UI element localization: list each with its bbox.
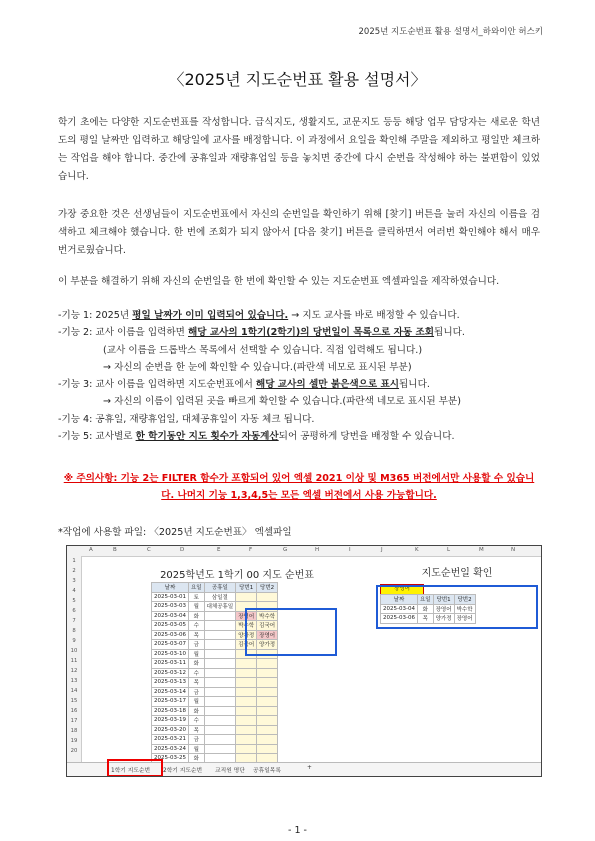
row-header[interactable]: 15 bbox=[70, 698, 78, 704]
table-cell[interactable]: 2025-03-11 bbox=[152, 659, 189, 669]
table-cell[interactable]: 양가정 bbox=[236, 630, 257, 640]
table-cell[interactable] bbox=[204, 678, 236, 688]
row-header[interactable]: 4 bbox=[72, 588, 76, 594]
lookup-cell[interactable]: 박수학 bbox=[454, 604, 475, 614]
table-cell[interactable] bbox=[236, 687, 257, 697]
row-header[interactable]: 2 bbox=[72, 568, 76, 574]
lookup-cell[interactable]: 양가정 bbox=[433, 614, 454, 624]
table-cell[interactable] bbox=[204, 611, 236, 621]
lookup-header-cell: 당번2 bbox=[454, 595, 475, 605]
table-cell[interactable]: 화 bbox=[188, 706, 204, 716]
table-cell[interactable]: 2025-03-25 bbox=[152, 754, 189, 764]
table-cell[interactable]: 2025-03-10 bbox=[152, 649, 189, 659]
page-title: 〈2025년 지도순번표 활용 설명서〉 bbox=[168, 70, 427, 89]
row-header[interactable]: 8 bbox=[72, 628, 76, 634]
column-header[interactable]: G bbox=[283, 547, 288, 553]
column-header[interactable]: K bbox=[415, 547, 419, 553]
row-header[interactable]: 17 bbox=[70, 718, 78, 724]
table-cell[interactable]: 장영어 bbox=[257, 630, 278, 640]
table-cell[interactable] bbox=[236, 592, 257, 602]
table-cell[interactable]: 월 bbox=[188, 649, 204, 659]
warning-note: ※ 주의사항: 기능 2는 FILTER 함수가 포함되어 있어 엑셀 2021 이상 및 M365 버전에서만 사용할 수 있습니다. 나머지 기능 1,3,4,5는 모든 엑셀 버전에서 사용 가능합니다. bbox=[63, 473, 535, 501]
teacher-name-select[interactable]: 장영어 bbox=[380, 584, 424, 595]
table-cell[interactable] bbox=[236, 716, 257, 726]
row-header[interactable]: 5 bbox=[72, 598, 76, 604]
feature-2-emphasis: 해당 교사의 1학기(2학기)의 당번일이 목록으로 자동 조회 bbox=[188, 327, 435, 339]
column-header[interactable]: L bbox=[447, 547, 451, 553]
table-cell[interactable]: 2025-03-13 bbox=[152, 678, 189, 688]
table-cell[interactable]: 장영어 bbox=[236, 611, 257, 621]
table-cell[interactable]: 2025-03-21 bbox=[152, 735, 189, 745]
table-cell[interactable]: 금 bbox=[188, 640, 204, 650]
table-cell[interactable] bbox=[204, 630, 236, 640]
table-cell[interactable] bbox=[204, 649, 236, 659]
table-cell[interactable] bbox=[204, 687, 236, 697]
table-cell[interactable] bbox=[236, 735, 257, 745]
table-cell[interactable] bbox=[257, 668, 278, 678]
column-header[interactable]: E bbox=[217, 547, 221, 553]
feature-1-rest: → 지도 교사를 바로 배정할 수 있습니다. bbox=[288, 310, 460, 321]
table-header-cell[interactable]: 당번1 bbox=[236, 583, 257, 593]
table-cell[interactable] bbox=[204, 735, 236, 745]
feature-list bbox=[58, 307, 548, 445]
table-row bbox=[152, 706, 278, 716]
feature-3-text: -기능 3: 교사 이름을 입력하면 지도순번표에서 bbox=[58, 379, 256, 391]
row-header[interactable]: 19 bbox=[70, 738, 78, 744]
lookup-cell[interactable]: 장영어 bbox=[454, 614, 475, 624]
column-header[interactable]: I bbox=[349, 547, 351, 553]
add-sheet-button[interactable]: + bbox=[307, 765, 312, 771]
row-header[interactable]: 11 bbox=[70, 658, 78, 664]
table-cell[interactable] bbox=[257, 744, 278, 754]
table-cell[interactable]: 토 bbox=[188, 592, 204, 602]
row-header[interactable]: 20 bbox=[70, 748, 78, 754]
table-cell[interactable]: 2025-03-01 bbox=[152, 592, 189, 602]
column-header[interactable]: B bbox=[113, 547, 117, 553]
table-cell[interactable]: 수 bbox=[188, 621, 204, 631]
table-cell[interactable]: 목 bbox=[188, 678, 204, 688]
feature-3-emphasis: 해당 교사의 셀만 붉은색으로 표시 bbox=[255, 379, 400, 391]
table-cell[interactable] bbox=[257, 678, 278, 688]
table-row bbox=[152, 744, 278, 754]
table-cell[interactable]: 목 bbox=[188, 630, 204, 640]
feature-5-rest: 되어 공평하게 당번을 배정할 수 있습니다. bbox=[278, 431, 455, 443]
table-header-row bbox=[152, 583, 278, 593]
lookup-cell[interactable]: 화 bbox=[417, 604, 433, 614]
table-cell[interactable]: 박수학 bbox=[236, 621, 257, 631]
table-cell[interactable]: 금 bbox=[188, 687, 204, 697]
lookup-cell[interactable]: 장영어 bbox=[433, 604, 454, 614]
lookup-title: 지도순번일 확인 bbox=[421, 568, 493, 579]
file-caption: *작업에 사용할 파일: 〈2025년 지도순번표〉 엑셀파일 bbox=[58, 527, 292, 538]
table-cell[interactable] bbox=[204, 725, 236, 735]
table-cell[interactable]: 박수학 bbox=[257, 611, 278, 621]
column-header[interactable]: A bbox=[89, 547, 93, 553]
table-cell[interactable] bbox=[236, 697, 257, 707]
table-cell[interactable] bbox=[257, 735, 278, 745]
feature-5-text: -기능 5: 교사별로 bbox=[58, 431, 136, 443]
row-header[interactable]: 3 bbox=[72, 578, 76, 584]
row-header[interactable]: 14 bbox=[70, 688, 78, 694]
feature-5 bbox=[58, 428, 548, 445]
table-cell[interactable]: 2025-03-06 bbox=[152, 630, 189, 640]
table-cell[interactable] bbox=[236, 668, 257, 678]
row-header[interactable]: 16 bbox=[70, 708, 78, 714]
table-cell[interactable] bbox=[204, 659, 236, 669]
table-cell[interactable]: 2025-03-14 bbox=[152, 687, 189, 697]
table-cell[interactable]: 2025-03-19 bbox=[152, 716, 189, 726]
running-header: 2025년 지도순번표 활용 설명서_하와이안 허스키 bbox=[358, 27, 543, 37]
table-cell[interactable]: 2025-03-05 bbox=[152, 621, 189, 631]
row-header[interactable]: 1 bbox=[72, 558, 76, 564]
feature-2-text: -기능 2: 교사 이름을 입력하면 bbox=[58, 327, 188, 339]
column-header[interactable]: F bbox=[249, 547, 253, 553]
table-row bbox=[152, 716, 278, 726]
table-row bbox=[152, 725, 278, 735]
feature-3-rest: 됩니다. bbox=[399, 379, 430, 391]
sheet-tab[interactable]: 공휴일목록 bbox=[253, 768, 281, 774]
table-cell[interactable] bbox=[257, 706, 278, 716]
table-cell[interactable] bbox=[257, 592, 278, 602]
column-header[interactable]: D bbox=[180, 547, 185, 553]
table-cell[interactable] bbox=[236, 725, 257, 735]
problem-paragraph: 가장 중요한 것은 선생님들이 지도순번표에서 자신의 순번일을 확인하기 위해 [찾기] 버튼을 눌러 자신의 이름을 검색하고 체크해야 했습니다. 한 번에 조회가 되지 않아서 [다음 찾기] 버튼을 클릭하면서 여러번 확인해야 해서 매우 번거로웠습니다. bbox=[58, 209, 540, 256]
table-cell[interactable]: 2025-03-24 bbox=[152, 744, 189, 754]
table-cell[interactable]: 2025-03-04 bbox=[152, 611, 189, 621]
column-header[interactable]: M bbox=[479, 547, 484, 553]
row-header[interactable]: 18 bbox=[70, 728, 78, 734]
table-row bbox=[152, 697, 278, 707]
table-cell[interactable]: 김국어 bbox=[257, 621, 278, 631]
sheet-tab[interactable]: 1학기 지도순번 bbox=[111, 768, 151, 774]
table-cell[interactable] bbox=[236, 659, 257, 669]
row-header[interactable]: 13 bbox=[70, 678, 78, 684]
table-cell[interactable]: 김국어 bbox=[236, 640, 257, 650]
column-headers bbox=[67, 546, 541, 557]
feature-5-emphasis: 한 학기동안 지도 횟수가 자동계산 bbox=[135, 431, 279, 443]
table-cell[interactable]: 2025-03-17 bbox=[152, 697, 189, 707]
table-cell[interactable] bbox=[257, 716, 278, 726]
table-cell[interactable] bbox=[236, 706, 257, 716]
highlight-box-blue bbox=[376, 585, 538, 629]
table-cell[interactable]: 월 bbox=[188, 697, 204, 707]
table-cell[interactable]: 화 bbox=[188, 659, 204, 669]
lookup-header-cell: 요일 bbox=[417, 595, 433, 605]
table-cell[interactable]: 양가정 bbox=[257, 640, 278, 650]
table-cell[interactable]: 금 bbox=[188, 735, 204, 745]
table-cell[interactable]: 2025-03-18 bbox=[152, 706, 189, 716]
table-cell[interactable] bbox=[257, 659, 278, 669]
table-row bbox=[152, 668, 278, 678]
table-cell[interactable] bbox=[257, 725, 278, 735]
lookup-cell[interactable]: 목 bbox=[417, 614, 433, 624]
table-cell[interactable] bbox=[204, 697, 236, 707]
table-cell[interactable]: 대체공휴일 bbox=[204, 602, 236, 612]
table-cell[interactable] bbox=[257, 687, 278, 697]
lookup-header-cell: 날짜 bbox=[381, 595, 418, 605]
sheet-tab[interactable]: 교직원 명단 bbox=[215, 768, 245, 774]
table-cell[interactable] bbox=[257, 697, 278, 707]
table-cell[interactable]: 2025-03-03 bbox=[152, 602, 189, 612]
intro-paragraph: 학기 초에는 다양한 지도순번표를 작성합니다. 급식지도, 생활지도, 교문지도 등등 해당 업무 담당자는 새로운 학년도의 평일 날짜만 입력하고 해당일에 교사를 배정합니다. 이 과정에서 요일을 확인해 주말을 제외하고 평일만 체크하는 작업을 해야 합니다. 중간에 공휴일과 재량휴업일 등을 놓치면 중간에 다시 순번을 작성해야 하는 불편함이 있었습니다. bbox=[58, 117, 540, 182]
row-header[interactable]: 12 bbox=[70, 668, 78, 674]
table-cell[interactable]: 수 bbox=[188, 716, 204, 726]
page-number: - 1 - bbox=[288, 825, 307, 836]
table-cell[interactable]: 목 bbox=[188, 725, 204, 735]
table-cell[interactable] bbox=[204, 668, 236, 678]
feature-1 bbox=[58, 307, 548, 324]
column-header[interactable]: H bbox=[315, 547, 320, 553]
table-cell[interactable]: 2025-03-20 bbox=[152, 725, 189, 735]
solution-paragraph: 이 부분을 해결하기 위해 자신의 순번일을 한 번에 확인할 수 있는 지도순번표 엑셀파일을 제작하였습니다. bbox=[58, 276, 500, 287]
table-row bbox=[152, 735, 278, 745]
feature-1-emphasis: 평일 날짜가 이미 입력되어 있습니다. bbox=[132, 310, 289, 321]
feature-2-rest: 됩니다. bbox=[434, 327, 465, 339]
table-cell[interactable] bbox=[236, 744, 257, 754]
table-cell[interactable]: 화 bbox=[188, 611, 204, 621]
table-header-cell[interactable]: 요일 bbox=[188, 583, 204, 593]
lookup-header-cell: 당번1 bbox=[433, 595, 454, 605]
table-header-cell[interactable]: 당번2 bbox=[257, 583, 278, 593]
sheet-tab[interactable]: 2학기 지도순번 bbox=[163, 768, 203, 774]
feature-3 bbox=[58, 376, 548, 393]
table-cell[interactable]: 2025-03-12 bbox=[152, 668, 189, 678]
lookup-cell[interactable]: 2025-03-04 bbox=[381, 604, 418, 614]
table-cell[interactable] bbox=[236, 678, 257, 688]
lookup-cell[interactable]: 2025-03-06 bbox=[381, 614, 418, 624]
table-cell[interactable] bbox=[204, 744, 236, 754]
table-cell[interactable]: 월 bbox=[188, 602, 204, 612]
table-row bbox=[152, 592, 278, 602]
table-cell[interactable]: 월 bbox=[188, 744, 204, 754]
table-header-cell[interactable]: 공휴일 bbox=[204, 583, 236, 593]
column-header[interactable]: J bbox=[381, 547, 383, 553]
row-headers bbox=[67, 556, 82, 762]
table-cell[interactable]: 삼일절 bbox=[204, 592, 236, 602]
column-header[interactable]: C bbox=[147, 547, 151, 553]
sheet-title: 2025학년도 1학기 00 지도 순번표 bbox=[160, 570, 314, 581]
table-row bbox=[152, 687, 278, 697]
row-header[interactable]: 6 bbox=[72, 608, 76, 614]
feature-3-result: → 자신의 이름이 입력된 곳을 빠르게 확인할 수 있습니다.(파란색 네모로 표시된 부분) bbox=[103, 396, 461, 408]
row-header[interactable]: 9 bbox=[72, 638, 76, 644]
feature-2 bbox=[58, 324, 548, 341]
row-header[interactable]: 10 bbox=[70, 648, 78, 654]
table-cell[interactable] bbox=[204, 716, 236, 726]
feature-4: -기능 4: 공휴일, 재량휴업일, 대체공휴일이 자동 체크 됩니다. bbox=[58, 413, 315, 425]
highlight-box-blue bbox=[245, 608, 337, 656]
feature-2-result: → 자신의 순번을 한 눈에 확인할 수 있습니다.(파란색 네모로 표시된 부분) bbox=[103, 361, 412, 373]
table-cell[interactable]: 수 bbox=[188, 668, 204, 678]
table-row bbox=[152, 659, 278, 669]
table-cell[interactable] bbox=[204, 621, 236, 631]
table-cell[interactable]: 화 bbox=[188, 754, 204, 764]
highlight-box-red bbox=[107, 759, 163, 777]
spreadsheet-screenshot bbox=[66, 545, 542, 777]
table-cell[interactable]: 2025-03-07 bbox=[152, 640, 189, 650]
table-header-cell[interactable]: 날짜 bbox=[152, 583, 189, 593]
table-cell[interactable] bbox=[204, 706, 236, 716]
table-cell[interactable] bbox=[204, 640, 236, 650]
feature-2-note: (교사 이름을 드롭박스 목록에서 선택할 수 있습니다. 직접 입력해도 됩니다.) bbox=[103, 344, 423, 356]
row-header[interactable]: 7 bbox=[72, 618, 76, 624]
table-row bbox=[152, 678, 278, 688]
column-header[interactable]: N bbox=[511, 547, 516, 553]
feature-1-text: -기능 1: 2025년 bbox=[58, 310, 133, 321]
